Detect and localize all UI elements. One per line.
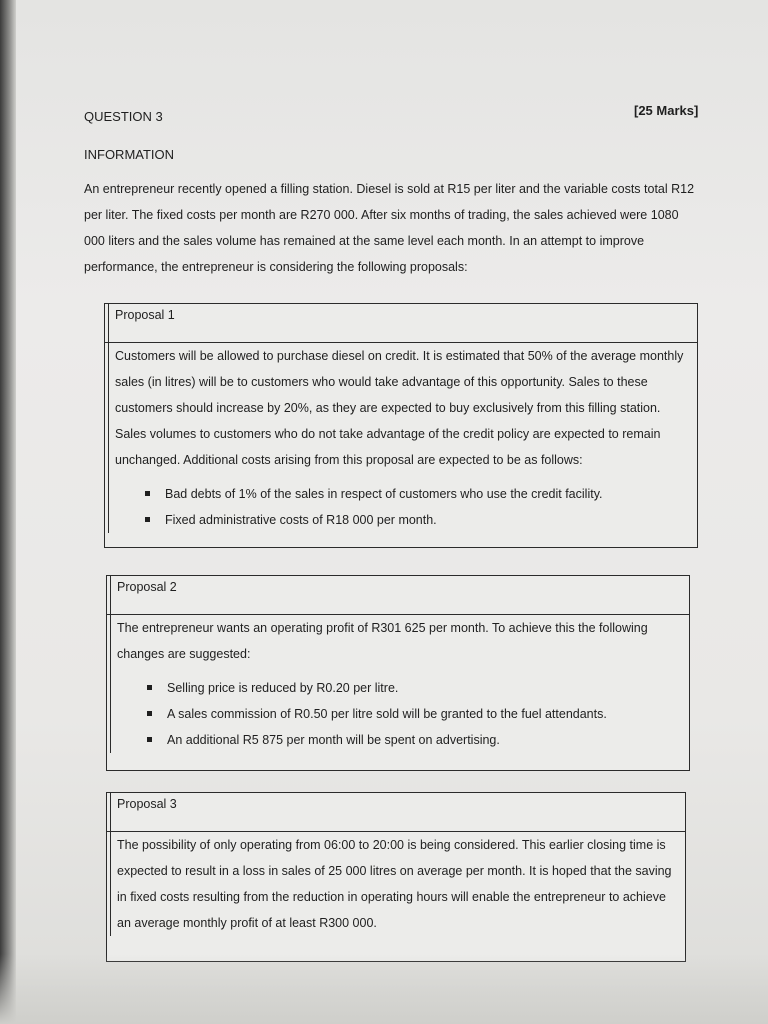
information-paragraph: An entrepreneur recently opened a filling station. Diesel is sold at R15 per liter and the variable costs total R12 per liter. The fixed costs per month are R270 000. After six months of trading, the sales achieved were 1080 000 liters and the sales volume has remained at the same level each month. In an attempt to improve performance, the entrepreneur is considering the following proposals: [84, 182, 695, 274]
proposal-2-box [106, 575, 690, 771]
monitor-bezel [0, 0, 16, 1024]
proposal-2-bullet-3: An additional R5 875 per month will be spent on advertising. [147, 727, 683, 753]
question-title: QUESTION 3 [84, 109, 163, 124]
proposal-2-text: The entrepreneur wants an operating profit of R301 625 per month. To achieve this the following changes are suggested: [117, 621, 648, 661]
proposal-1-header [105, 304, 697, 343]
proposal-3-header [107, 793, 685, 832]
proposal-3-title: Proposal 3 [110, 793, 177, 831]
document-page [40, 30, 740, 1000]
proposal-1-title: Proposal 1 [108, 304, 175, 342]
proposal-3-box [106, 792, 686, 962]
marks-label: [25 Marks] [634, 103, 699, 118]
proposal-1-body [108, 343, 697, 533]
proposal-2-header [107, 576, 689, 615]
information-heading: INFORMATION [84, 147, 175, 162]
proposal-1-bullet-2: Fixed administrative costs of R18 000 per month. [145, 507, 691, 533]
proposal-1-text: Customers will be allowed to purchase diesel on credit. It is estimated that 50% of the average monthly sales (in litres) will be to customers who would take advantage of this opportunity. Sales to these customers should increase by 20%, as they are expected to buy exclusively from this filling station. Sales volumes to customers who do not take advantage of the credit policy are expected to remain unchanged. Additional costs arising from this proposal are expected to be as follows: [115, 349, 684, 467]
proposal-3-text: The possibility of only operating from 06:00 to 20:00 is being considered. This earlier closing time is expected to result in a loss in sales of 25 000 litres on average per month. It is hoped that the saving in fixed costs resulting from the reduction in operating hours will enable the entrepreneur to achieve an average monthly profit of at least R300 000. [117, 838, 672, 930]
proposal-2-body [110, 615, 689, 753]
proposal-1-box [104, 303, 698, 548]
proposal-1-bullet-1: Bad debts of 1% of the sales in respect of customers who use the credit facility. [145, 481, 691, 507]
proposal-3-body [110, 832, 685, 936]
screen-bottom-shadow [0, 954, 768, 1024]
proposal-1-bullets [115, 481, 691, 533]
proposal-2-title: Proposal 2 [110, 576, 177, 614]
proposal-2-bullets [117, 675, 683, 753]
proposal-2-bullet-1: Selling price is reduced by R0.20 per litre. [147, 675, 683, 701]
proposal-2-bullet-2: A sales commission of R0.50 per litre sold will be granted to the fuel attendants. [147, 701, 683, 727]
